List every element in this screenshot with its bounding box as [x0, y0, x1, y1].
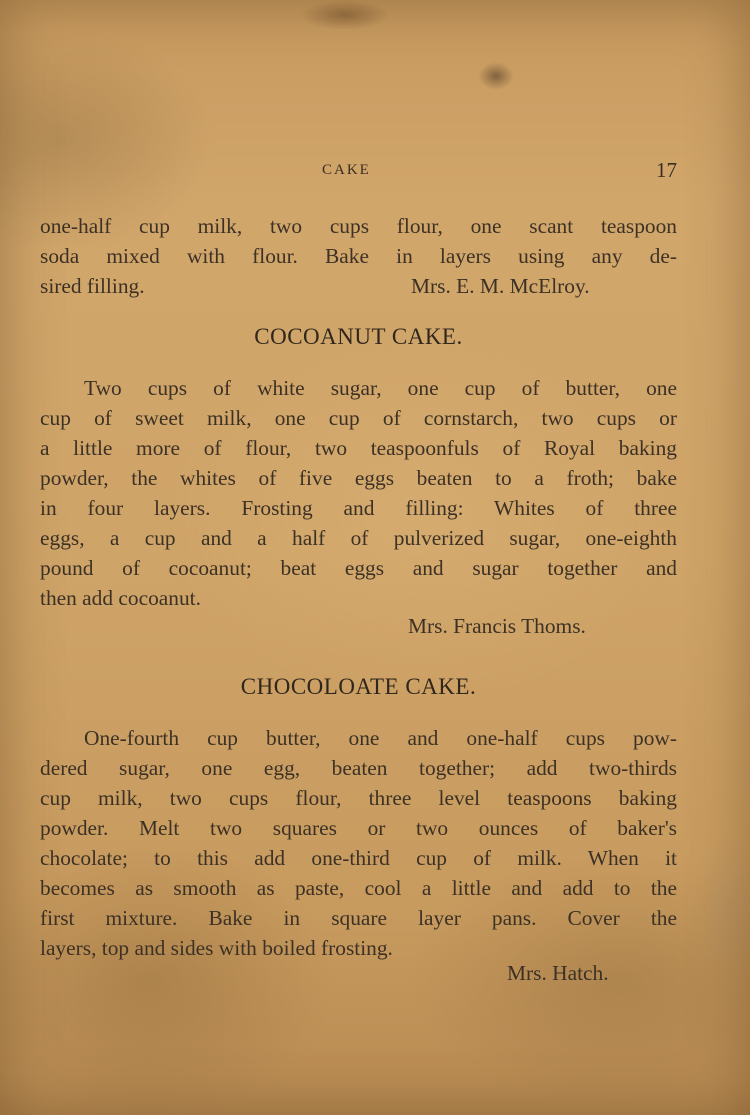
- text-line: Two cups of white sugar, one cup of butter, one: [84, 376, 677, 400]
- recipe-body-cocoanut-cake: [40, 373, 677, 613]
- recipe-signature: Mrs. E. M. McElroy.: [411, 274, 590, 298]
- text-line: soda mixed with flour. Bake in layers using any de-: [40, 244, 677, 268]
- paper-stain-top: [300, 0, 390, 30]
- text-line: chocolate; to this add one-third cup of milk. When it: [40, 846, 677, 870]
- running-title: CAKE: [322, 162, 371, 178]
- text-line: in four layers. Frosting and filling: Whites of three: [40, 496, 677, 520]
- recipe-heading-cocoanut-cake: COCOANUT CAKE.: [254, 324, 463, 349]
- previous-recipe-continuation: [40, 211, 677, 301]
- text-line: One-fourth cup butter, one and one-half cups pow-: [84, 726, 677, 750]
- recipe-signature: Mrs. Francis Thoms.: [408, 614, 586, 638]
- text-line: becomes as smooth as paste, cool a little and add to the: [40, 876, 677, 900]
- page-header: [40, 158, 677, 186]
- text-line: pound of cocoanut; beat eggs and sugar together and: [40, 556, 677, 580]
- text-line: sired filling.: [40, 274, 145, 298]
- text-line: a little more of flour, two teaspoonfuls of Royal baking: [40, 436, 677, 460]
- paper-stain-blot: [478, 62, 514, 90]
- paper-stain-right: [690, 830, 750, 990]
- text-line: first mixture. Bake in square layer pans. Cover the: [40, 906, 677, 930]
- recipe-body-chocolate-cake: [40, 723, 677, 963]
- text-line: then add cocoanut.: [40, 586, 201, 610]
- page-number: 17: [656, 158, 677, 182]
- text-line: cup of sweet milk, one cup of cornstarch, two cups or: [40, 406, 677, 430]
- text-line: cup milk, two cups flour, three level teaspoons baking: [40, 786, 677, 810]
- text-line: one-half cup milk, two cups flour, one scant teaspoon: [40, 214, 677, 238]
- recipe-heading-chocolate-cake: CHOCOLOATE CAKE.: [240, 674, 477, 699]
- text-line: eggs, a cup and a half of pulverized sugar, one-eighth: [40, 526, 677, 550]
- text-line: powder, the whites of five eggs beaten to a froth; bake: [40, 466, 677, 490]
- text-line: layers, top and sides with boiled frosting.: [40, 936, 393, 960]
- text-line: dered sugar, one egg, beaten together; add two-thirds: [40, 756, 677, 780]
- text-line-with-signature: [40, 271, 677, 301]
- recipe-signature: Mrs. Hatch.: [507, 961, 609, 985]
- text-line: powder. Melt two squares or two ounces of baker's: [40, 816, 677, 840]
